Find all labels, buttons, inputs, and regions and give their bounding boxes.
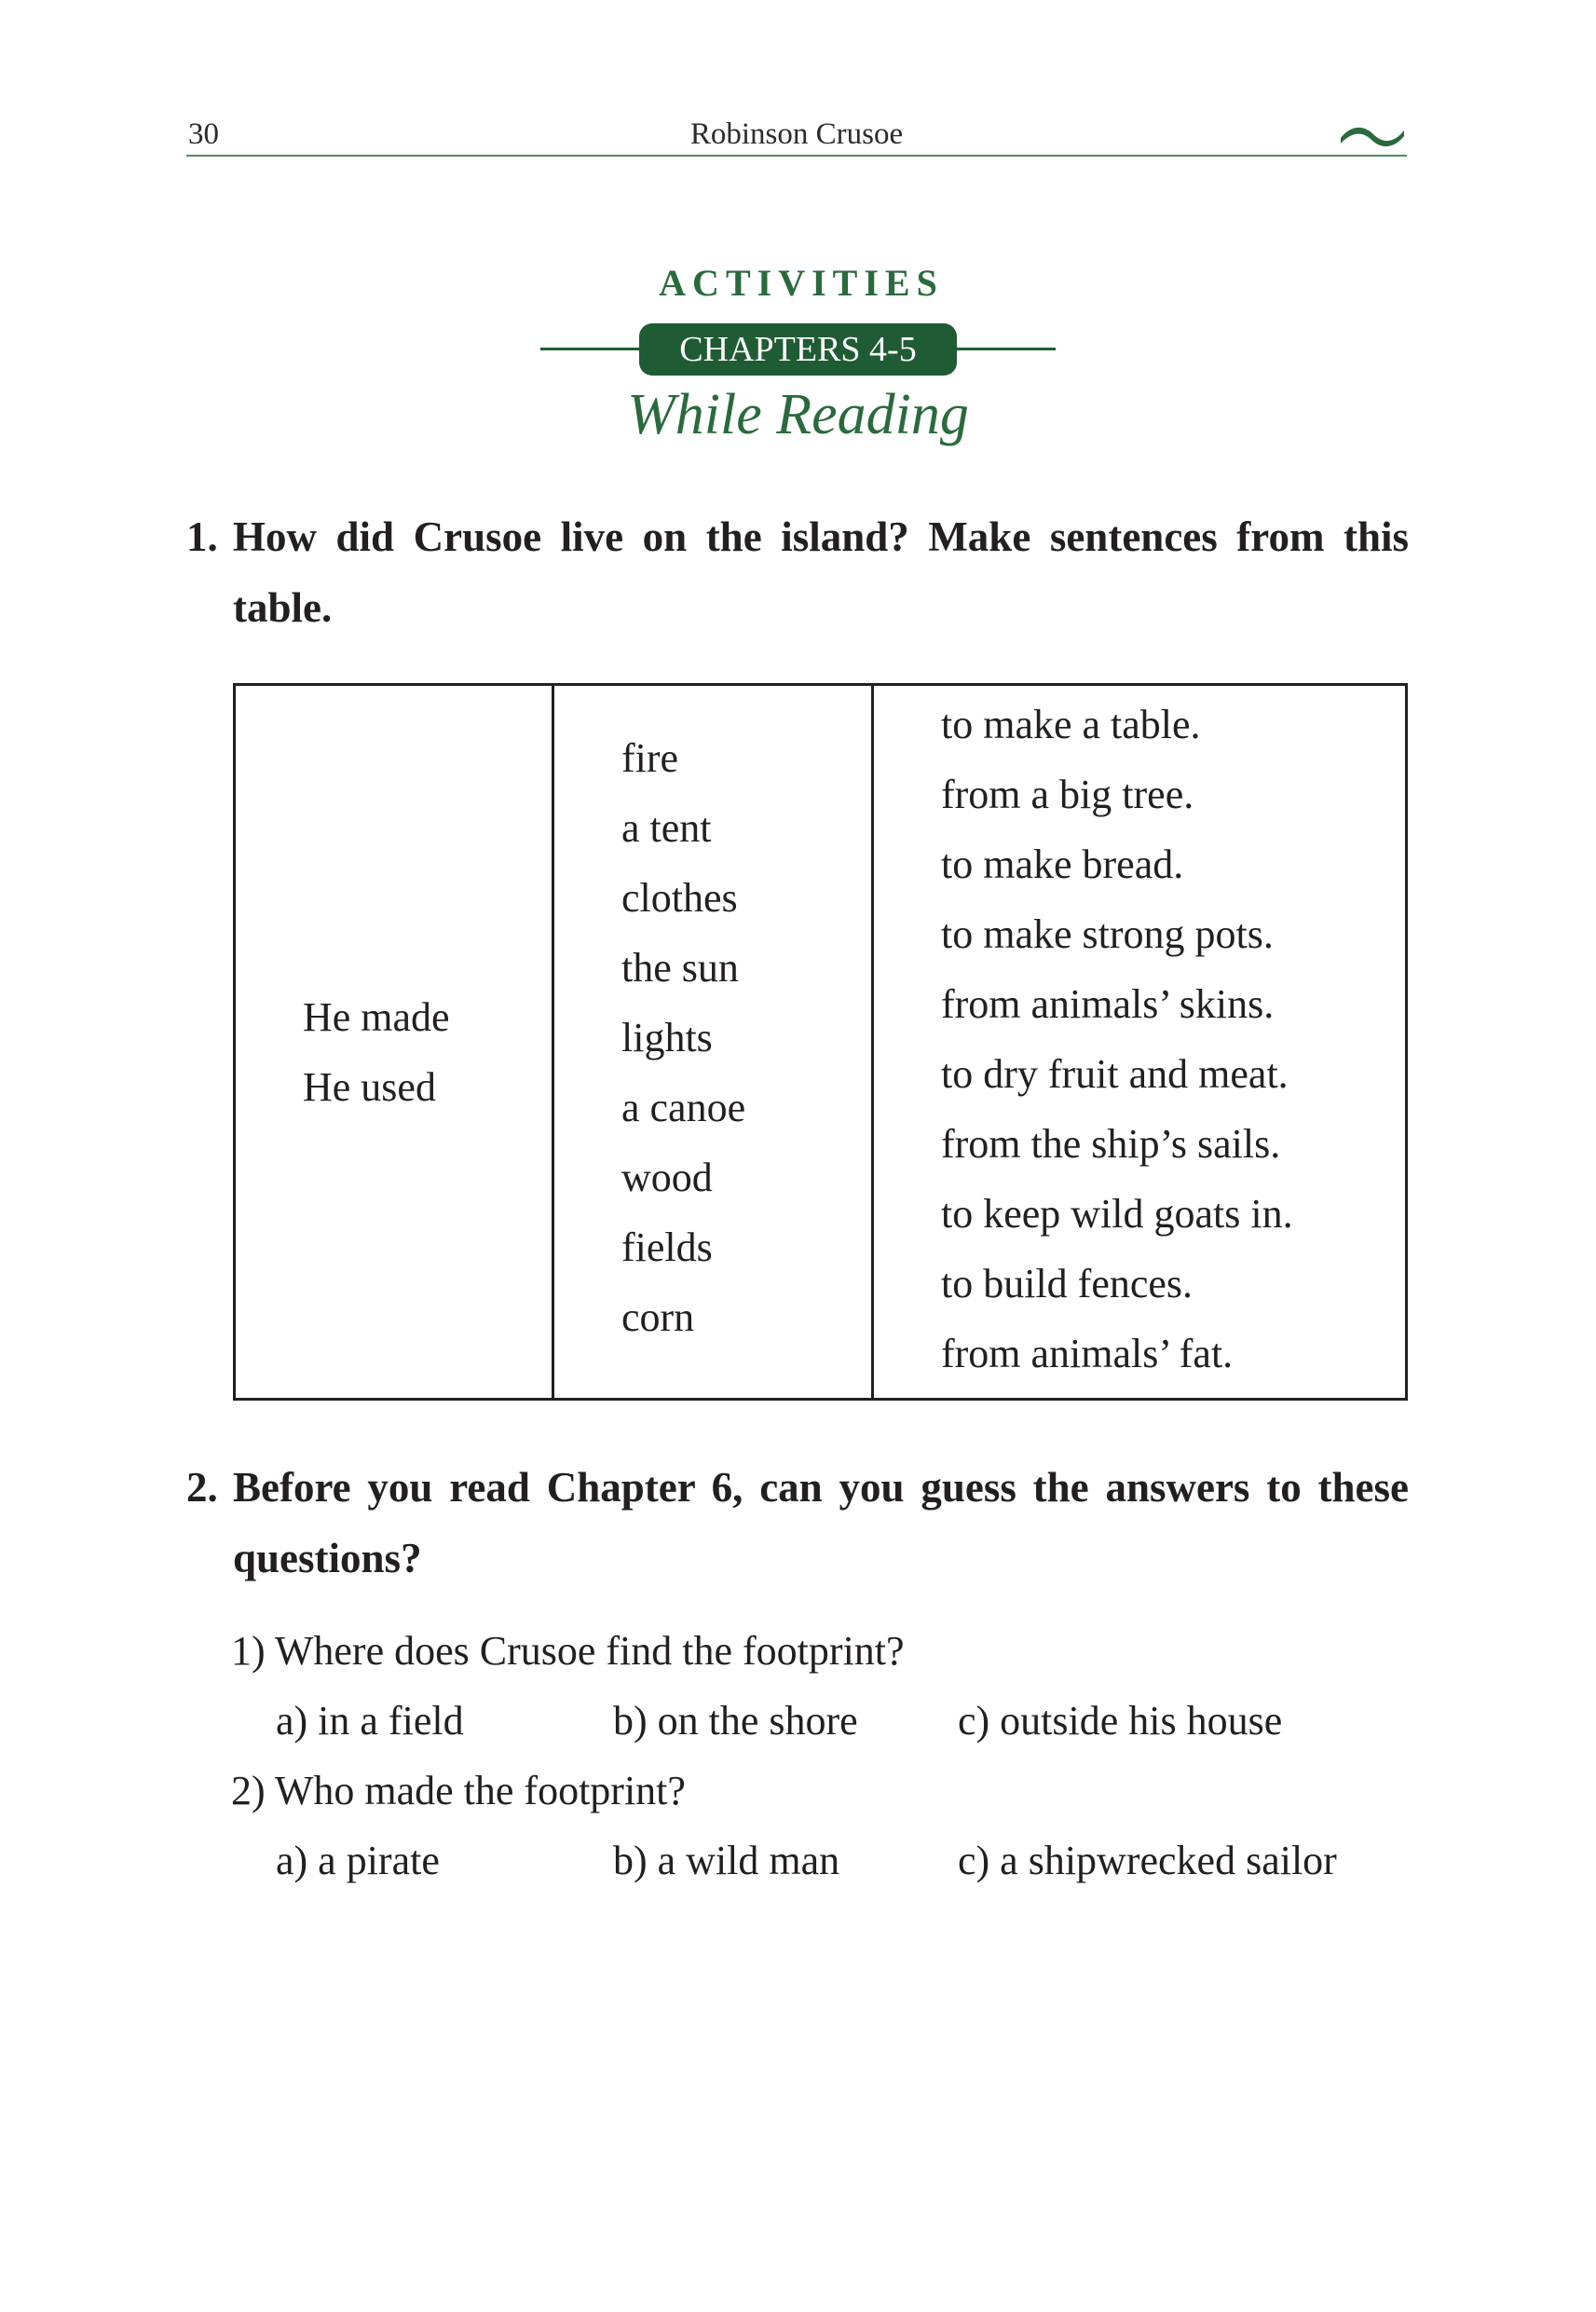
answer-option: a) a pirate <box>276 1838 440 1883</box>
chapter-banner <box>540 321 1056 377</box>
sub-question-2: 2) Who made the footprint? <box>231 1768 686 1813</box>
question-2 <box>186 1452 1409 1594</box>
table-cell: to make bread. <box>941 841 1184 887</box>
answer-option: c) a shipwrecked sailor <box>958 1838 1337 1883</box>
table-cell: from the ship’s sails. <box>941 1121 1281 1167</box>
table-column-objects <box>554 686 874 1398</box>
table-cell: corn <box>621 1294 695 1340</box>
table-column-subjects <box>236 686 554 1398</box>
table-column-endings <box>874 686 1405 1398</box>
answer-option: c) outside his house <box>958 1698 1283 1744</box>
page-number: 30 <box>188 117 219 151</box>
question-text: How did Crusoe live on the island? Make sentences from this table. <box>233 513 1409 631</box>
table-cell: to keep wild goats in. <box>941 1191 1293 1237</box>
answer-option: b) a wild man <box>613 1838 840 1883</box>
table-cell: fire <box>621 735 679 781</box>
table-cell: to build fences. <box>941 1261 1194 1306</box>
table-cell: a tent <box>621 805 712 851</box>
sub-question-1: 1) Where does Crusoe find the footprint? <box>231 1628 905 1674</box>
question-text: Before you read Chapter 6, can you guess the answers to these questions? <box>233 1464 1409 1581</box>
table-cell: fields <box>621 1224 713 1270</box>
table-cell: wood <box>621 1155 713 1200</box>
chapter-label: CHAPTERS 4-5 <box>639 323 957 376</box>
question-number: 1. <box>186 513 218 560</box>
table-cell: from animals’ skins. <box>941 981 1275 1027</box>
table-cell: from a big tree. <box>941 772 1194 817</box>
table-cell: from animals’ fat. <box>941 1331 1234 1376</box>
answer-option: b) on the shore <box>613 1698 858 1744</box>
sentence-table <box>233 683 1408 1401</box>
section-subtitle: While Reading <box>627 383 969 446</box>
table-cell: lights <box>621 1015 713 1060</box>
question-number: 2. <box>186 1464 218 1511</box>
answer-option: a) in a field <box>276 1698 464 1744</box>
table-cell: He used <box>303 1064 436 1110</box>
running-header <box>186 110 1407 157</box>
question-1 <box>186 501 1409 643</box>
wave-ornament-icon <box>1338 119 1407 151</box>
book-title: Robinson Crusoe <box>689 117 904 151</box>
banner-rule-right <box>953 348 1056 350</box>
table-cell: to dry fruit and meat. <box>941 1051 1289 1097</box>
table-cell: to make strong pots. <box>941 911 1274 957</box>
table-cell: the sun <box>621 945 739 991</box>
table-cell: clothes <box>621 875 738 921</box>
table-cell: He made <box>303 994 450 1040</box>
table-cell: a canoe <box>621 1085 746 1130</box>
table-cell: to make a table. <box>941 702 1201 747</box>
activities-title: ACTIVITIES <box>659 262 944 304</box>
banner-rule-left <box>540 348 643 350</box>
